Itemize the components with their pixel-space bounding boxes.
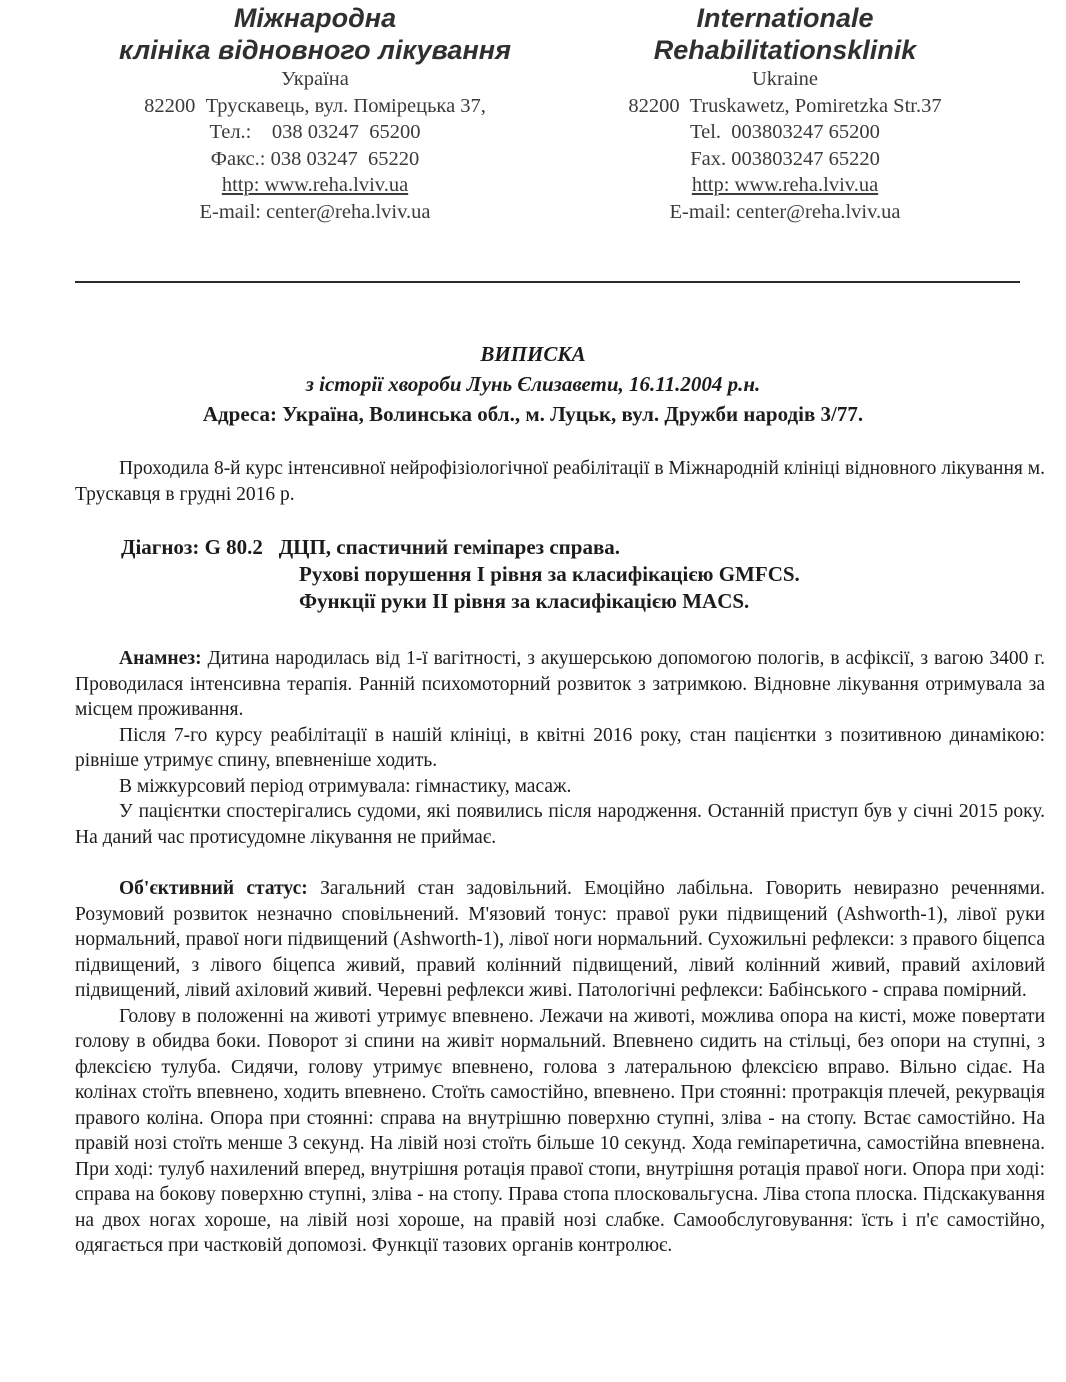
clinic-name-ua-line1: Міжнародна [233, 3, 397, 33]
anamnesis-text-1: Дитина народилась від 1-ї вагітності, з акушерською допомогою пологів, в асфіксії, з вагою 3400 г. Проводилася інтенсивна терапія. Ранній психомоторний розвиток з затримкою. Відновне лікування отримувала за місцем проживання. [75, 648, 1045, 720]
email-ua[interactable]: E-mail: center@reha.lviv.ua [199, 200, 431, 223]
phone-ua: Тел.: 038 03247 65200 [209, 121, 421, 143]
anamnesis-label: Анамнез: [119, 648, 202, 669]
address-ua: 82200 Трускавець, вул. Помірецька 37, [144, 94, 486, 117]
document-subtitle: з історії хвороби Лунь Єлизавети, 16.11.2004 р.н. [305, 372, 761, 396]
objective-text-1: Загальний стан задовільний. Емоційно лабільна. Говорить невиразно реченнями. Розумовий розвиток незначно сповільнений. М'язовий тонус: правої руки підвищений (Ashworth-1), лівої руки нормальний, правої ноги підвищений (Ashworth-1), лівої ноги нормальний. Сухожильні рефлекси: з правого біцепса підвищений, з лівого біцепса живий, правий колінний підвищений, лівий колінний живий, правий ахіловий підвищений, лівий ахіловий живий. Черевні рефлекси живі. Патологічні рефлекси: Бабінського - справа помірний. [75, 878, 1046, 1001]
anamnesis-paragraph-2: Після 7-го курсу реабілітації в нашій клініці, в квітні 2016 року, стан пацієнтки з позитивною динамікою: рівніше утримує спину, впевненіше ходить. [75, 724, 1045, 771]
clinic-name-de-line2: Rehabilitationsklinik [653, 35, 917, 65]
letterhead-de [575, 2, 995, 225]
letterhead-divider [75, 281, 1020, 283]
intro-section [75, 456, 1045, 507]
email-de[interactable]: E-mail: center@reha.lviv.ua [669, 200, 901, 223]
document-title: ВИПИСКА [480, 342, 586, 366]
diagnosis-line-2: Рухові порушення І рівня за класифікацією GMFCS. [299, 562, 800, 586]
diagnosis-line-3: Функції руки ІІ рівня за класифікацією MACS. [299, 589, 750, 613]
diagnosis-label: Діагноз: G 80.2 [121, 535, 263, 559]
fax-de: Fax. 003803247 65220 [690, 147, 880, 170]
patient-address: Адреса: Україна, Волинська обл., м. Луцьк, вул. Дружби народів 3/77. [202, 402, 864, 426]
fax-ua: Факс.: 038 03247 65220 [210, 147, 420, 170]
phone-de: Tel. 003803247 65200 [690, 121, 880, 143]
clinic-name-ua-line2: клініка відновного лікування [119, 35, 511, 65]
clinic-name-de-line1: Internationale [696, 3, 874, 33]
objective-status-section [75, 876, 1045, 1259]
objective-status-label: Об'єктивний статус: [119, 878, 308, 899]
website-link-ua[interactable]: http: www.reha.lviv.ua [221, 174, 409, 196]
diagnosis-line-1: ДЦП, спастичний геміпарез справа. [278, 535, 621, 559]
anamnesis-paragraph-1 [75, 646, 1045, 723]
anamnesis-paragraph-4: У пацієнтки спостерігались судоми, які появились після народження. Останній приступ був у січні 2015 року. На даний час протисудомне лікування не приймає. [75, 801, 1045, 848]
objective-paragraph-2: Голову в положенні на животі утримує впевнено. Лежачи на животі, можлива опора на кисті, може повертати голову в обидва боки. Поворот зі спини на живіт нормальний. Впевнено сидить на стільці, без опори на ступні, з флексією тулуба. Сидячи, голову утримує впевнено, голова з латеральною флексією вправо. Вільно сідає. На колінах стоїть впевнено, ходить впевнено. Стоїть самостійно, впевнено. При стоянні: протракція плечей, рекурвація правого коліна. Опора при стоянні: справа на внутрішню поверхню ступні, зліва - на стопу. Встає самостійно. На правій нозі стоїть менше 3 секунд. На лівій нозі стоїть більше 10 секунд. Хода геміпаретична, самостійна впевнена. При ході: тулуб нахилений вперед, внутрішня ротація правої стопи, внутрішня ротація правої ноги. Опора при ході: справа на бокову поверхню ступні, зліва - на стопу. Права стопа плосковальгусна. Ліва стопа плоска. Підскакування на двох ногах хороше, на лівій нозі хороше, на правій нозі слабке. Самообслуговування: їсть і п'є самостійно, одягається при частковій допомозі. Функції тазових органів контролює. [75, 1005, 1045, 1256]
country-ua: Україна [281, 68, 349, 90]
letterhead-ua [90, 2, 540, 225]
country-de: Ukraine [751, 68, 819, 90]
objective-paragraph-1 [75, 876, 1045, 1004]
website-link-de[interactable]: http: www.reha.lviv.ua [691, 174, 879, 196]
address-de: 82200 Truskawetz, Pomiretzka Str.37 [628, 94, 942, 117]
anamnesis-section [75, 646, 1045, 850]
intro-paragraph: Проходила 8-й курс інтенсивної нейрофізіологічної реабілітації в Міжнародній клініці відновного лікування м. Трускавця в грудні 2016 р. [75, 458, 1045, 505]
diagnosis-section [121, 534, 800, 615]
anamnesis-paragraph-3: В міжкурсовий період отримувала: гімнастику, масаж. [119, 775, 572, 797]
